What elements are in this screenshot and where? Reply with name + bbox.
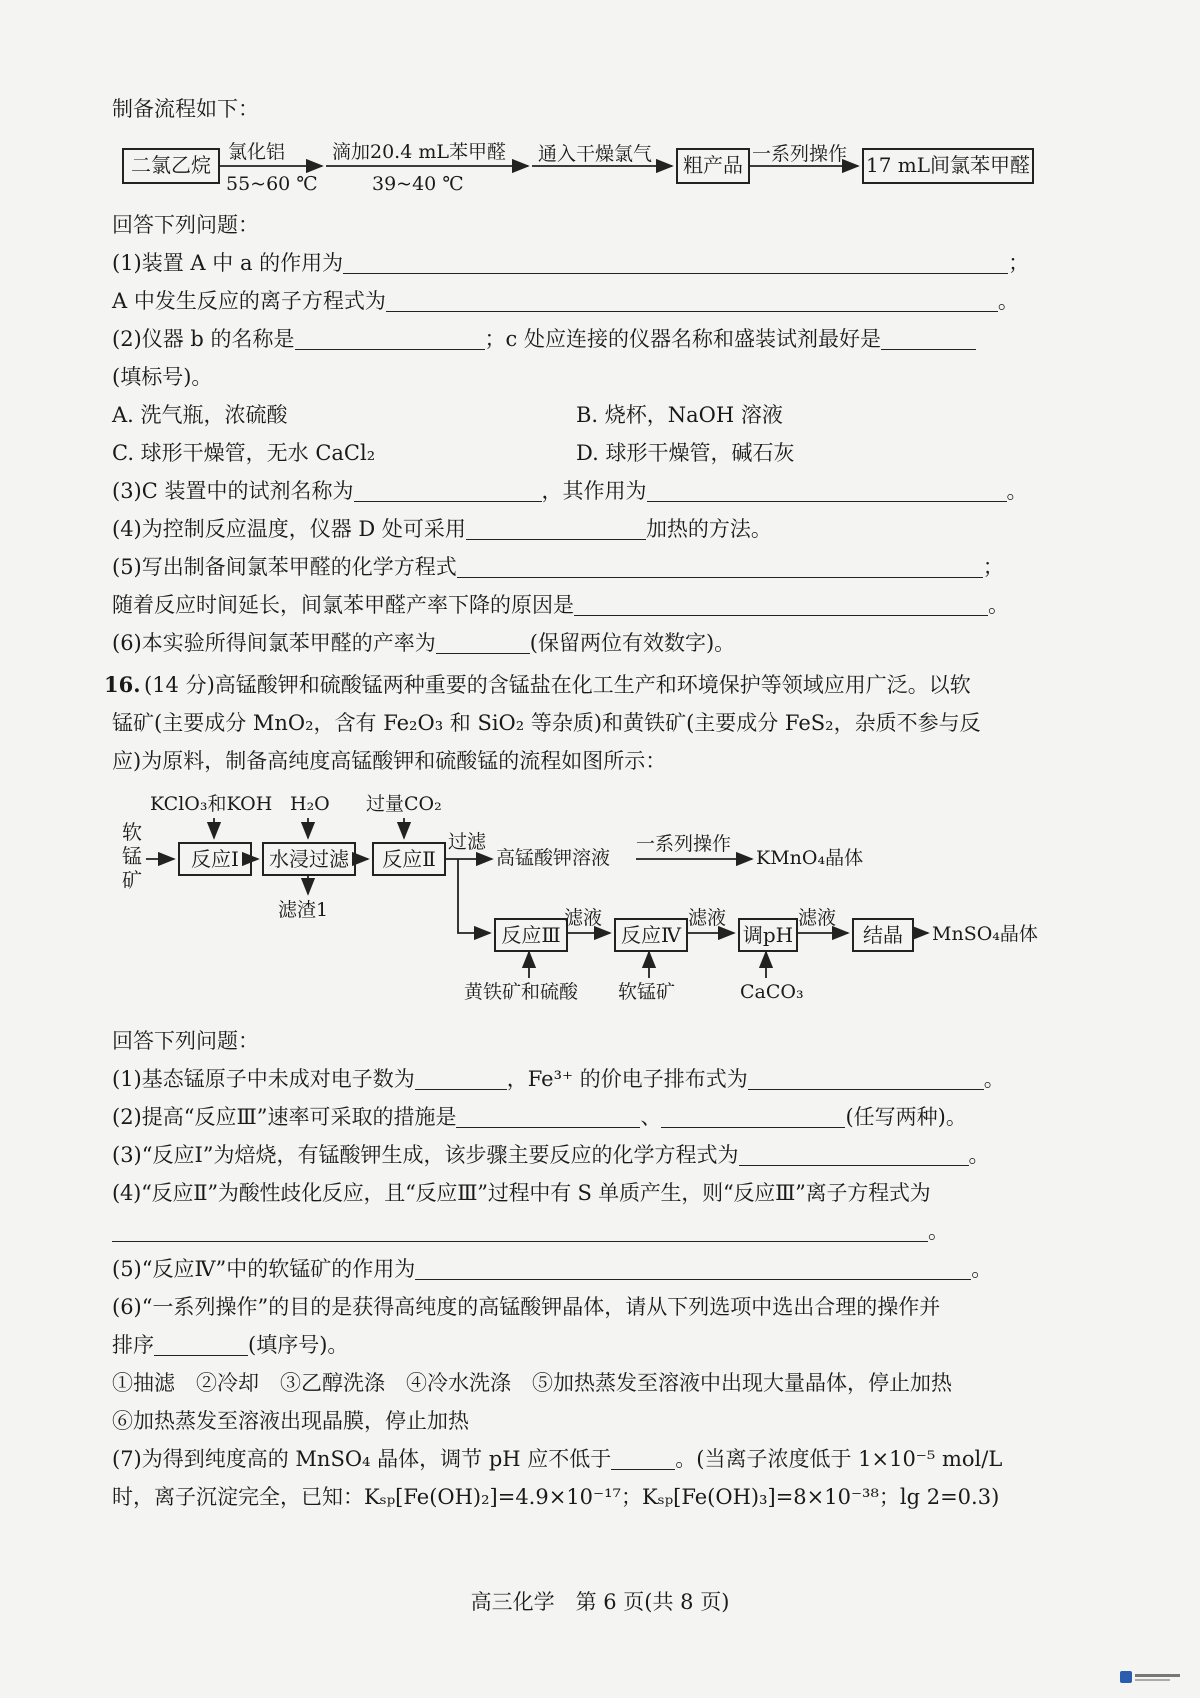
q15-part2b: (填标号)。	[112, 365, 213, 389]
flow1-a4-top: 一系列操作	[752, 143, 848, 165]
q15-option-a: A. 洗气瓶，浓硫酸	[112, 403, 288, 427]
q16-part4-end: 。	[928, 1219, 949, 1243]
flow1-a3-top: 通入干燥氯气	[538, 143, 653, 165]
q15-part5a-end: ；	[982, 555, 1004, 579]
q16-part5-text: (5)“反应Ⅳ”中的软锰矿的作用为	[112, 1257, 416, 1281]
flow2-filter-label: 过滤	[448, 831, 487, 853]
q16-part7-blank[interactable]	[611, 1447, 675, 1470]
q16-part2	[112, 1102, 1072, 1132]
q15-part3-end: 。	[1006, 479, 1028, 503]
flow2-box-leach-filter: 水浸过滤	[262, 842, 356, 876]
q15-part2a-mid: ；c 处应连接的仪器名称和盛装试剂最好是	[484, 327, 881, 351]
q16-part1-text: (1)基态锰原子中未成对电子数为	[112, 1067, 415, 1091]
q16-part1-blank1[interactable]	[415, 1067, 507, 1090]
q15-part5b	[112, 590, 1072, 620]
q15-part1a-text: (1)装置 A 中 a 的作用为	[112, 251, 344, 275]
q16-part6-blank[interactable]	[154, 1333, 248, 1356]
flow2-filtrate2: 滤液	[688, 907, 727, 929]
q15-part3-blank2[interactable]	[647, 479, 1007, 502]
q15-part5b-end: 。	[988, 593, 1009, 617]
q16-part7a	[112, 1444, 1072, 1474]
q15-part4-end: 加热的方法。	[645, 517, 772, 541]
flow2-box-reaction2: 反应Ⅱ	[372, 842, 446, 876]
flow2-input-pyrolusite: 软锰矿	[618, 981, 676, 1003]
q16-part2-sep: 、	[640, 1105, 662, 1129]
q15-part5a	[112, 552, 1072, 582]
q16-part6b	[112, 1330, 1072, 1360]
q16-part3-text: (3)“反应Ⅰ”为焙烧，有锰酸钾生成，该步骤主要反应的化学方程式为	[112, 1143, 739, 1167]
q15-option-d: D. 球形干燥管，碱石灰	[576, 441, 795, 465]
q15-part5b-text: 随着反应时间延长，间氯苯甲醛产率下降的原因是	[112, 593, 574, 617]
flow2-mnso4-crystal: MnSO₄晶体	[932, 923, 1038, 945]
q15-part3	[112, 476, 1072, 506]
flow2-box-reaction3: 反应Ⅲ	[494, 918, 568, 952]
q16-part1-end: 。	[983, 1067, 1005, 1091]
q16-part7a-text: (7)为得到纯度高的 MnSO₄ 晶体，调节 pH 应不低于	[112, 1447, 612, 1471]
flow2-ops-label: 一系列操作	[636, 833, 732, 855]
q16-stem-line1: (14 分)高锰酸钾和硫酸锰两种重要的含锰盐在化工生产和环境保护等领域应用广泛。以软	[144, 673, 971, 697]
q16-part6-options1: ①抽滤 ②冷却 ③乙醇洗涤 ④冷水洗涤 ⑤加热蒸发至溶液中出现大量晶体，停止加热	[112, 1371, 952, 1395]
flow1-start-box: 二氯乙烷	[122, 148, 220, 184]
flow2-arrow-branch-r3	[458, 859, 490, 933]
q16-part6b-end: (填序号)。	[248, 1333, 349, 1357]
q15-part4-blank[interactable]	[466, 517, 646, 540]
q16-part2-blank1[interactable]	[456, 1105, 640, 1128]
flow1-a1-bottom: 55~60 ℃	[226, 173, 318, 195]
q16-part2-blank2[interactable]	[661, 1105, 845, 1128]
q15-answer-prompt: 回答下列问题：	[112, 213, 259, 237]
flow1-a2-bottom: 39~40 ℃	[372, 173, 464, 195]
q15-part1a	[112, 248, 1072, 278]
q15-part2a-blank2[interactable]	[881, 327, 976, 350]
flow2-arrows	[0, 780, 1200, 1020]
flow1-intro: 制备流程如下：	[112, 97, 259, 121]
q15-part5a-text: (5)写出制备间氯苯甲醛的化学方程式	[112, 555, 457, 579]
q15-part5b-blank[interactable]	[574, 593, 988, 616]
flow2-input-caco3: CaCO₃	[740, 981, 804, 1003]
q16-part4-blank[interactable]	[112, 1219, 928, 1242]
q15-part1a-blank[interactable]	[343, 251, 1008, 274]
flow1-a2-top: 滴加20.4 mL苯甲醛	[332, 141, 506, 163]
q16-part5-end: 。	[971, 1257, 993, 1281]
q15-part3-blank1[interactable]	[354, 479, 542, 502]
page-footer: 高三化学 第 6 页(共 8 页)	[470, 1590, 730, 1614]
flow2-box-reaction4: 反应Ⅳ	[614, 918, 688, 952]
q15-part2a-text: (2)仪器 b 的名称是	[112, 327, 295, 351]
q15-part3-text: (3)C 装置中的试剂名称为	[112, 479, 354, 503]
q16-stem-line3: 应)为原料，制备高纯度高锰酸钾和硫酸锰的流程如图所示：	[112, 749, 667, 773]
flow2-input-pyrite-acid: 黄铁矿和硫酸	[464, 981, 579, 1003]
q15-part6	[112, 628, 1072, 658]
scanner-logo-icon	[1120, 1670, 1182, 1684]
flow2-kmno4-solution: 高锰酸钾溶液	[496, 847, 611, 869]
q16-part6a: (6)“一系列操作”的目的是获得高纯度的高锰酸钾晶体，请从下列选项中选出合理的操作并	[112, 1295, 941, 1319]
q16-part1-mid: ，Fe³⁺ 的价电子排布式为	[506, 1067, 748, 1091]
flow2-box-reaction1: 反应Ⅰ	[178, 842, 252, 876]
q15-part6-blank[interactable]	[436, 631, 530, 654]
flow1-arrows	[0, 0, 1200, 220]
q16-part6-options2: ⑥加热蒸发至溶液出现晶膜，停止加热	[112, 1409, 469, 1433]
q15-part4-text: (4)为控制反应温度，仪器 D 处可采用	[112, 517, 466, 541]
flow1-end-box: 17 mL间氯苯甲醛	[862, 148, 1034, 184]
flow2-kmno4-crystal: KMnO₄晶体	[756, 847, 864, 869]
flow2-filtrate1: 滤液	[564, 907, 603, 929]
q16-part1	[112, 1064, 1072, 1094]
q16-part4a: (4)“反应Ⅱ”为酸性歧化反应，且“反应Ⅲ”过程中有 S 单质产生，则“反应Ⅲ”离子方程式为	[112, 1181, 931, 1205]
flow2-ore-label: 软锰矿	[122, 820, 142, 892]
q16-stem-line2: 锰矿(主要成分 MnO₂，含有 Fe₂O₃ 和 SiO₂ 等杂质)和黄铁矿(主要成分 FeS₂，杂质不参与反	[112, 711, 981, 735]
q15-part3-mid: ，其作用为	[541, 479, 647, 503]
flow2-box-crystallize: 结晶	[852, 918, 914, 952]
q16-part7a-end: 。(当离子浓度低于 1×10⁻⁵ mol/L	[675, 1447, 1003, 1471]
flow2-input-co2: 过量CO₂	[366, 793, 442, 815]
flow2-input-kclo3: KClO₃和KOH	[150, 793, 273, 815]
q15-part1b-text: A 中发生反应的离子方程式为	[112, 289, 386, 313]
flow2-filtrate3: 滤液	[798, 907, 837, 929]
flow2-input-h2o: H₂O	[290, 793, 330, 815]
q16-part7b: 时，离子沉淀完全，已知：Kₛₚ[Fe(OH)₂]=4.9×10⁻¹⁷；Kₛₚ[Fe(OH)₃]=8×10⁻³⁸；lg 2=0.3)	[112, 1485, 1000, 1509]
q15-option-c: C. 球形干燥管，无水 CaCl₂	[112, 441, 376, 465]
q15-part4	[112, 514, 1072, 544]
q16-part2-end: (任写两种)。	[845, 1105, 967, 1129]
q16-part2-text: (2)提高“反应Ⅲ”速率可采取的措施是	[112, 1105, 457, 1129]
q16-answer-prompt: 回答下列问题：	[112, 1029, 259, 1053]
q15-part6-text: (6)本实验所得间氯苯甲醛的产率为	[112, 631, 436, 655]
q16-part3-blank[interactable]	[739, 1143, 969, 1166]
q15-part2a-blank[interactable]	[295, 327, 485, 350]
q16-part3	[112, 1140, 1072, 1170]
q16-part1-blank2[interactable]	[748, 1067, 984, 1090]
q16-part5	[112, 1254, 1072, 1284]
q15-part6-end: (保留两位有效数字)。	[529, 631, 736, 655]
q15-part1b-end: 。	[997, 289, 1019, 313]
q15-part1b-blank[interactable]	[386, 289, 998, 312]
q16-part4b	[112, 1216, 1072, 1246]
flow1-a1-top: 氯化铝	[228, 141, 286, 163]
q15-part5a-blank[interactable]	[457, 555, 983, 578]
q16-number: 16.	[104, 672, 141, 697]
flow1-mid-box: 粗产品	[676, 148, 750, 184]
q16-part5-blank[interactable]	[415, 1257, 971, 1280]
q16-part3-end: 。	[968, 1143, 990, 1167]
q16-part6b-text: 排序	[112, 1333, 154, 1357]
q15-part1b	[112, 286, 1072, 316]
flow2-box-adjust-ph: 调pH	[738, 918, 798, 952]
q15-part1a-end: ；	[1008, 251, 1030, 275]
flow2-residue1: 滤渣1	[278, 899, 329, 921]
q15-part2a	[112, 324, 1072, 354]
q15-option-b: B. 烧杯，NaOH 溶液	[576, 403, 783, 427]
